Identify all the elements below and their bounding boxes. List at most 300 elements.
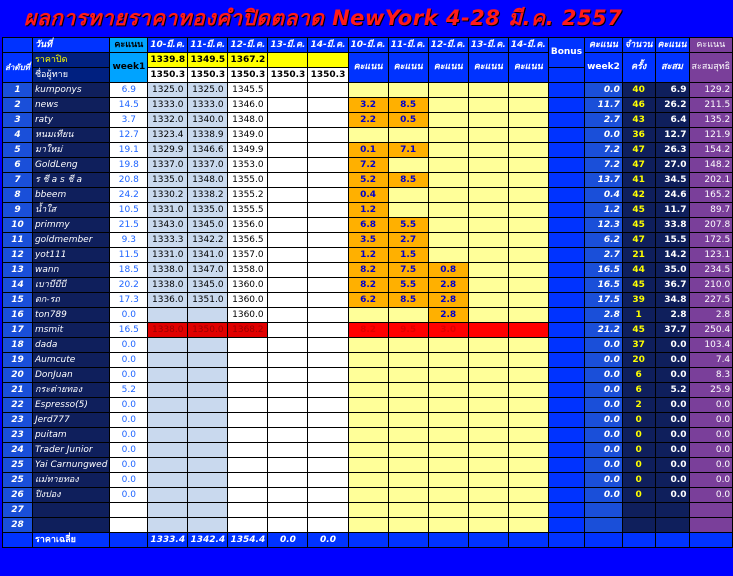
average-blank	[585, 533, 623, 548]
prediction-cell	[228, 488, 268, 503]
score-header: คะแนน	[348, 53, 388, 83]
bonus-cell	[548, 323, 584, 338]
net-total-cell: 0.0	[689, 443, 733, 458]
prediction-cell	[268, 368, 308, 383]
prediction-cell: 1353.0	[228, 158, 268, 173]
prediction-cell	[308, 233, 348, 248]
week2-score-cell: 0.0	[585, 338, 623, 353]
player-name-cell: Jerd777	[32, 413, 109, 428]
accumulated-cell: 0.0	[655, 488, 689, 503]
accumulated-cell: 11.7	[655, 203, 689, 218]
week1-score-cell: 20.8	[110, 173, 148, 188]
guide-price: 1350.3	[148, 68, 188, 83]
count-cell: 0	[622, 473, 655, 488]
table-row	[3, 398, 733, 413]
bonus-cell	[548, 293, 584, 308]
count-cell: 45	[622, 203, 655, 218]
prediction-cell	[148, 353, 188, 368]
prediction-cell	[268, 143, 308, 158]
prediction-cell	[308, 503, 348, 518]
rank-cell: 8	[3, 188, 33, 203]
accumulated-cell: 0.0	[655, 368, 689, 383]
player-name-cell: เบาบีบีบี	[32, 278, 109, 293]
rank-cell: 14	[3, 278, 33, 293]
table-row	[3, 173, 733, 188]
score-header: คะแนน	[428, 53, 468, 83]
player-name-cell: DonJuan	[32, 368, 109, 383]
daily-score-cell	[428, 428, 468, 443]
daily-score-cell	[428, 458, 468, 473]
daily-score-cell: 0.5	[388, 113, 428, 128]
table-row	[3, 203, 733, 218]
daily-score-cell	[388, 488, 428, 503]
prediction-cell	[148, 503, 188, 518]
prediction-cell	[188, 338, 228, 353]
prediction-cell	[228, 503, 268, 518]
prediction-cell	[308, 413, 348, 428]
prediction-cell	[308, 353, 348, 368]
prediction-cell: 1346.6	[188, 143, 228, 158]
prediction-cell: 1336.0	[148, 293, 188, 308]
prediction-cell	[268, 113, 308, 128]
table-row	[3, 443, 733, 458]
net-total-cell: 103.4	[689, 338, 733, 353]
player-name-cell: มาใหม่	[32, 143, 109, 158]
week1-score-cell: 14.5	[110, 98, 148, 113]
player-name-cell: news	[32, 98, 109, 113]
rank-cell: 23	[3, 413, 33, 428]
daily-score-cell	[468, 113, 508, 128]
bonus-cell	[548, 503, 584, 518]
prediction-cell	[228, 428, 268, 443]
daily-score-cell	[468, 488, 508, 503]
average-price: 1333.4	[148, 533, 188, 548]
net-total-cell: 148.2	[689, 158, 733, 173]
accumulated-cell: 26.3	[655, 143, 689, 158]
prediction-cell	[228, 518, 268, 533]
daily-score-cell: 9.5	[388, 323, 428, 338]
week2-score-cell: 16.5	[585, 263, 623, 278]
prediction-cell: 1335.0	[148, 173, 188, 188]
prediction-cell	[268, 203, 308, 218]
rank-cell: 25	[3, 458, 33, 473]
daily-score-cell	[508, 353, 548, 368]
prediction-cell	[188, 398, 228, 413]
count-cell	[622, 503, 655, 518]
count-cell: 0	[622, 458, 655, 473]
daily-score-cell: 8.2	[348, 323, 388, 338]
prediction-cell	[308, 308, 348, 323]
player-name-cell: Trader Junior	[32, 443, 109, 458]
prediction-cell	[308, 263, 348, 278]
player-name-cell: kumponys	[32, 83, 109, 98]
bonus-header: Bonus	[548, 38, 584, 68]
week1-score-cell: 9.3	[110, 233, 148, 248]
prediction-cell	[308, 188, 348, 203]
daily-score-cell	[388, 413, 428, 428]
table-row	[3, 113, 733, 128]
prediction-cell	[308, 323, 348, 338]
daily-score-cell	[348, 383, 388, 398]
prediction-cell: 1368.2	[228, 323, 268, 338]
bonus-cell	[548, 368, 584, 383]
daily-score-cell	[468, 518, 508, 533]
daily-score-cell: 8.5	[388, 98, 428, 113]
prediction-cell: 1337.0	[148, 158, 188, 173]
prediction-cell: 1345.0	[188, 218, 228, 233]
week2-score-cell: 0.0	[585, 458, 623, 473]
bonus-cell	[548, 443, 584, 458]
rank-cell: 15	[3, 293, 33, 308]
prediction-cell: 1333.0	[148, 98, 188, 113]
net-total-cell: 202.1	[689, 173, 733, 188]
date-header: 11-มี.ค.	[188, 38, 228, 53]
count-cell: 40	[622, 83, 655, 98]
bonus-cell	[548, 68, 584, 83]
week2-score-cell: 12.3	[585, 218, 623, 233]
bonus-cell	[548, 308, 584, 323]
prediction-cell: 1337.0	[188, 158, 228, 173]
prediction-cell: 1355.2	[228, 188, 268, 203]
daily-score-cell: 8.2	[348, 263, 388, 278]
player-name-cell: dada	[32, 338, 109, 353]
prediction-cell	[228, 398, 268, 413]
prediction-cell	[268, 323, 308, 338]
daily-score-cell	[508, 203, 548, 218]
prediction-cell	[268, 518, 308, 533]
accumulated-cell: 0.0	[655, 428, 689, 443]
week1-score-cell: 0.0	[110, 428, 148, 443]
rank-label: ลำดับที่	[3, 53, 33, 83]
week2-score-cell: 1.2	[585, 203, 623, 218]
prediction-cell	[268, 278, 308, 293]
daily-score-cell	[468, 308, 508, 323]
daily-score-cell	[508, 218, 548, 233]
week1-score-cell: 0.0	[110, 308, 148, 323]
bonus-cell	[548, 233, 584, 248]
daily-score-cell	[428, 488, 468, 503]
daily-score-cell	[348, 518, 388, 533]
prediction-cell	[188, 353, 228, 368]
prediction-cell	[308, 278, 348, 293]
prediction-cell	[188, 443, 228, 458]
count-cell: 2	[622, 398, 655, 413]
count-cell: 45	[622, 278, 655, 293]
player-name-cell: กระต่ายทอง	[32, 383, 109, 398]
prediction-cell	[148, 518, 188, 533]
rank-cell: 11	[3, 233, 33, 248]
table-row	[3, 248, 733, 263]
prediction-cell	[228, 443, 268, 458]
prediction-cell	[268, 308, 308, 323]
daily-score-cell	[468, 173, 508, 188]
week1-score-cell: 5.2	[110, 383, 148, 398]
net-total-cell: 172.5	[689, 233, 733, 248]
prediction-cell: 1333.3	[148, 233, 188, 248]
daily-score-cell	[508, 128, 548, 143]
daily-score-cell	[468, 128, 508, 143]
daily-score-cell	[388, 308, 428, 323]
week1-score-cell: 21.5	[110, 218, 148, 233]
prediction-cell	[308, 338, 348, 353]
table-row	[3, 218, 733, 233]
prediction-cell	[268, 443, 308, 458]
bonus-cell	[548, 383, 584, 398]
player-name-cell: Yai Carnungwed	[32, 458, 109, 473]
prediction-cell: 1345.5	[228, 83, 268, 98]
prediction-cell: 1349.9	[228, 143, 268, 158]
daily-score-cell	[508, 233, 548, 248]
net-total-cell: 0.0	[689, 428, 733, 443]
prediction-cell: 1323.4	[148, 128, 188, 143]
net-total-cell: 165.2	[689, 188, 733, 203]
daily-score-cell	[428, 353, 468, 368]
week1-score-cell: 0.0	[110, 353, 148, 368]
bonus-cell	[548, 248, 584, 263]
name-label: ชื่อผู้ทาย	[32, 68, 109, 83]
daily-score-cell	[468, 368, 508, 383]
score-header: คะแนน	[508, 53, 548, 83]
daily-score-cell	[428, 218, 468, 233]
daily-score-cell	[388, 188, 428, 203]
week2-score-cell: 0.0	[585, 353, 623, 368]
bonus-cell	[548, 218, 584, 233]
daily-score-cell	[508, 263, 548, 278]
daily-score-cell	[468, 248, 508, 263]
daily-score-cell	[508, 278, 548, 293]
prediction-cell: 1356.5	[228, 233, 268, 248]
accumulated-cell: 0.0	[655, 473, 689, 488]
prediction-cell	[308, 203, 348, 218]
daily-score-cell	[388, 398, 428, 413]
accumulated-cell: 6.9	[655, 83, 689, 98]
table-row	[3, 233, 733, 248]
prediction-cell	[228, 458, 268, 473]
daily-score-cell	[388, 83, 428, 98]
prediction-cell	[308, 488, 348, 503]
prediction-cell	[308, 443, 348, 458]
accumulated-cell: 34.5	[655, 173, 689, 188]
count-cell: 45	[622, 323, 655, 338]
daily-score-cell	[508, 143, 548, 158]
daily-score-cell	[388, 203, 428, 218]
daily-score-cell	[468, 233, 508, 248]
daily-score-cell	[428, 248, 468, 263]
net-total-cell: 129.2	[689, 83, 733, 98]
player-name-cell: bbeem	[32, 188, 109, 203]
average-blank	[508, 533, 548, 548]
prediction-cell	[148, 488, 188, 503]
accumulated-cell: 15.5	[655, 233, 689, 248]
accumulated-cell: 34.8	[655, 293, 689, 308]
player-name-cell: yot111	[32, 248, 109, 263]
count-sub: ครั้ง	[622, 53, 655, 83]
daily-score-cell: 2.8	[428, 278, 468, 293]
date-header: 10-มี.ค.	[148, 38, 188, 53]
average-price: 1342.4	[188, 533, 228, 548]
daily-score-cell	[468, 503, 508, 518]
rank-cell: 26	[3, 488, 33, 503]
daily-score-cell: 7.1	[388, 143, 428, 158]
accumulated-cell: 0.0	[655, 458, 689, 473]
prediction-cell	[268, 458, 308, 473]
week1-score-cell: 19.8	[110, 158, 148, 173]
score-date-header: 14-มี.ค.	[508, 38, 548, 53]
week2-score-cell: 0.4	[585, 188, 623, 203]
daily-score-cell	[348, 338, 388, 353]
net-total-cell	[689, 503, 733, 518]
daily-score-cell	[348, 428, 388, 443]
table-row	[3, 338, 733, 353]
prediction-cell: 1325.0	[188, 83, 228, 98]
daily-score-cell	[348, 308, 388, 323]
score-header: คะแนน	[468, 53, 508, 83]
table-row	[3, 143, 733, 158]
close-price-label: ราคาปิด	[32, 53, 109, 68]
date-header: 12-มี.ค.	[228, 38, 268, 53]
count-cell: 47	[622, 158, 655, 173]
daily-score-cell	[508, 473, 548, 488]
table-row	[3, 323, 733, 338]
prediction-cell	[228, 368, 268, 383]
prediction-cell	[228, 473, 268, 488]
prediction-cell	[268, 383, 308, 398]
prediction-cell	[268, 128, 308, 143]
prediction-cell: 1343.0	[148, 218, 188, 233]
week2-score-cell: 0.0	[585, 488, 623, 503]
daily-score-cell	[428, 233, 468, 248]
week1-score-cell: 10.5	[110, 203, 148, 218]
close-price: 1367.2	[228, 53, 268, 68]
daily-score-cell	[428, 173, 468, 188]
daily-score-cell	[468, 158, 508, 173]
accumulated-cell: 2.8	[655, 308, 689, 323]
daily-score-cell	[428, 473, 468, 488]
count-cell: 39	[622, 293, 655, 308]
page-title: ผลการทายราคาทองคำปิดตลาด NewYork 4-28 มี.ค. 2557	[24, 5, 623, 30]
prediction-cell	[308, 218, 348, 233]
rank-cell: 3	[3, 113, 33, 128]
week2-score-cell: 0.0	[585, 398, 623, 413]
week2-score-cell: 0.0	[585, 128, 623, 143]
daily-score-cell	[428, 443, 468, 458]
accumulated-cell: 0.0	[655, 413, 689, 428]
prediction-cell	[188, 428, 228, 443]
rank-cell: 7	[3, 173, 33, 188]
guide-price: 1350.3	[308, 68, 348, 83]
daily-score-cell	[428, 398, 468, 413]
score-header: คะแนน	[388, 53, 428, 83]
daily-score-cell	[468, 398, 508, 413]
daily-score-cell	[468, 413, 508, 428]
player-name-cell: Espresso(5)	[32, 398, 109, 413]
count-cell: 6	[622, 383, 655, 398]
daily-score-cell	[468, 263, 508, 278]
daily-score-cell	[468, 458, 508, 473]
daily-score-cell	[428, 518, 468, 533]
bonus-cell	[548, 188, 584, 203]
week2-score-cell: 0.0	[585, 83, 623, 98]
rank-cell: 18	[3, 338, 33, 353]
week2-score-cell: 17.5	[585, 293, 623, 308]
week1-score-cell: 16.5	[110, 323, 148, 338]
week2-score-cell: 11.7	[585, 98, 623, 113]
daily-score-cell	[348, 443, 388, 458]
daily-score-cell	[468, 218, 508, 233]
prediction-cell	[268, 188, 308, 203]
prediction-cell	[308, 173, 348, 188]
prediction-cell	[268, 413, 308, 428]
daily-score-cell	[428, 338, 468, 353]
week2-score-cell: 7.2	[585, 158, 623, 173]
prediction-cell	[188, 458, 228, 473]
rank-cell: 2	[3, 98, 33, 113]
bonus-cell	[548, 518, 584, 533]
week2-score-cell: 2.7	[585, 113, 623, 128]
accumulated-cell: 36.7	[655, 278, 689, 293]
daily-score-cell	[508, 113, 548, 128]
daily-score-cell: 8.5	[388, 293, 428, 308]
prediction-cell: 1329.9	[148, 143, 188, 158]
prediction-cell	[308, 383, 348, 398]
accumulated-cell: 5.2	[655, 383, 689, 398]
daily-score-cell: 3.0	[428, 323, 468, 338]
prediction-cell	[188, 368, 228, 383]
week2-score-cell: 0.0	[585, 368, 623, 383]
daily-score-cell	[508, 308, 548, 323]
accumulated-cell: 33.8	[655, 218, 689, 233]
week2-score-cell: 21.2	[585, 323, 623, 338]
score-label-w1: คะแนน	[110, 38, 148, 53]
table-row	[3, 158, 733, 173]
daily-score-cell: 2.7	[388, 233, 428, 248]
prediction-cell	[268, 293, 308, 308]
net-total-cell: 7.4	[689, 353, 733, 368]
bonus-cell	[548, 278, 584, 293]
prediction-cell	[308, 293, 348, 308]
daily-score-cell	[388, 443, 428, 458]
results-table	[2, 37, 733, 548]
bonus-cell	[548, 173, 584, 188]
daily-score-cell	[348, 458, 388, 473]
daily-score-cell: 1.2	[348, 203, 388, 218]
count-cell: 36	[622, 128, 655, 143]
average-blank	[428, 533, 468, 548]
prediction-cell	[228, 383, 268, 398]
header-blank	[3, 38, 33, 53]
week2-score-cell	[585, 503, 623, 518]
table-row	[3, 98, 733, 113]
daily-score-cell	[428, 383, 468, 398]
prediction-cell: 1348.0	[188, 173, 228, 188]
week1-score-cell: 6.9	[110, 83, 148, 98]
close-price	[308, 53, 348, 68]
prediction-cell: 1348.0	[228, 113, 268, 128]
player-name-cell: หนมเทียน	[32, 128, 109, 143]
prediction-cell	[268, 233, 308, 248]
rank-cell: 17	[3, 323, 33, 338]
prediction-cell: 1338.2	[188, 188, 228, 203]
daily-score-cell	[508, 503, 548, 518]
prediction-cell	[308, 248, 348, 263]
average-blank	[689, 533, 733, 548]
daily-score-cell	[468, 428, 508, 443]
daily-score-cell	[468, 443, 508, 458]
rank-cell: 13	[3, 263, 33, 278]
player-name-cell	[32, 518, 109, 533]
week1-score-cell: 0.0	[110, 368, 148, 383]
accumulated-cell	[655, 518, 689, 533]
